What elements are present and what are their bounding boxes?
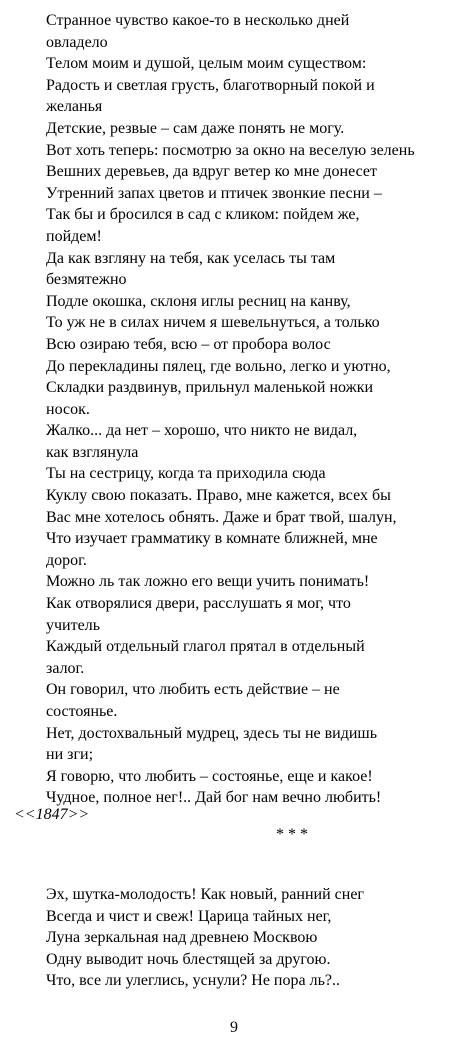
page-number: 9: [230, 1019, 238, 1036]
poem-line: Складки раздвинув, прильнул маленькой ножки: [46, 379, 374, 397]
poem-line: Так бы и бросился в сад с кликом: пойдем же,: [46, 206, 360, 224]
poem-date: <<1847>>: [14, 806, 90, 823]
poem-line: Я говорю, что любить – состоянье, еще и какое!: [46, 767, 373, 785]
poem-line: Всегда и чист и свеж! Царица тайных нег,: [46, 907, 332, 925]
poem-line: Ты на сестрицу, когда та приходила сюда: [46, 465, 326, 483]
poem-line: Подле окошка, склоня иглы ресниц на канву,: [46, 292, 351, 310]
poem-line: Да как взгляну на тебя, как уселась ты там: [46, 249, 336, 267]
poem-line: желанья: [46, 98, 103, 116]
poem-line: состоянье.: [46, 703, 118, 720]
poem-line: Вот хоть теперь: посмотрю за окно на веселую зелень: [46, 141, 415, 159]
poem-line: Всю озираю тебя, всю – от пробора волос: [46, 335, 331, 353]
poem-line: Одну выводит ночь блестящей за другою.: [46, 950, 331, 968]
poem-line: Жалко... да нет – хорошо, что никто не видал,: [46, 422, 358, 440]
poem-line: Каждый отдельный глагол прятал в отдельный: [46, 638, 365, 656]
poem-line: овладело: [46, 33, 108, 51]
poem-line: пойдем!: [46, 227, 102, 245]
poem-line: Радость и светлая грусть, благотворный покой и: [46, 76, 375, 94]
poem-line: Что, все ли улеглись, уснули? Не пора ль?..: [46, 972, 340, 990]
poem-line: Луна зеркальная над древнею Москвою: [46, 929, 318, 947]
poem-line: ни зги;: [46, 746, 94, 764]
poem-line: носок.: [46, 400, 90, 418]
poem-line: Чудное, полное нег!.. Дай бог нам вечно любить!: [46, 789, 382, 807]
poem-line: Утренний запах цветов и птичек звонкие песни –: [46, 184, 382, 202]
poem-line: дорог.: [46, 551, 87, 569]
poem-line: То уж не в силах ничем я шевельнуться, а только: [46, 314, 380, 332]
poem-line: безмятежно: [46, 271, 127, 289]
poem-line: залог.: [46, 659, 85, 677]
section-separator: * * *: [276, 826, 308, 843]
poem-second: [46, 884, 462, 992]
poem-line: До перекладины пялец, где вольно, легко и уютно,: [46, 357, 391, 375]
poem-line: Что изучает грамматику в комнате ближней, мне: [46, 530, 378, 548]
poem-line: Вас мне хотелось обнять. Даже и брат твой, шалун,: [46, 508, 397, 526]
poem-line: как взглянула: [46, 443, 139, 461]
poem-line: учитель: [46, 616, 100, 634]
poem-first: [46, 10, 462, 809]
poem-line: Он говорил, что любить есть действие – не: [46, 681, 340, 699]
poem-line: Вешних деревьев, да вдруг ветер ко мне донесет: [46, 163, 377, 181]
poem-line: Куклу свою показать. Право, мне кажется, всех бы: [46, 487, 391, 505]
poem-line: Эх, шутка-молодость! Как новый, ранний снег: [46, 886, 364, 903]
poem-line: Детские, резвые – сам даже понять не могу.: [46, 119, 345, 137]
poem-line: Странное чувство какое-то в несколько дней: [46, 12, 350, 29]
poem-line: Можно ль так ложно его вещи учить понимать!: [46, 573, 370, 591]
poem-line: Как отворялися двери, расслушать я мог, что: [46, 595, 351, 613]
poem-line: Телом моим и душой, целым моим существом:: [46, 55, 367, 73]
poem-line: Нет, достохвальный мудрец, здесь ты не видишь: [46, 724, 378, 742]
